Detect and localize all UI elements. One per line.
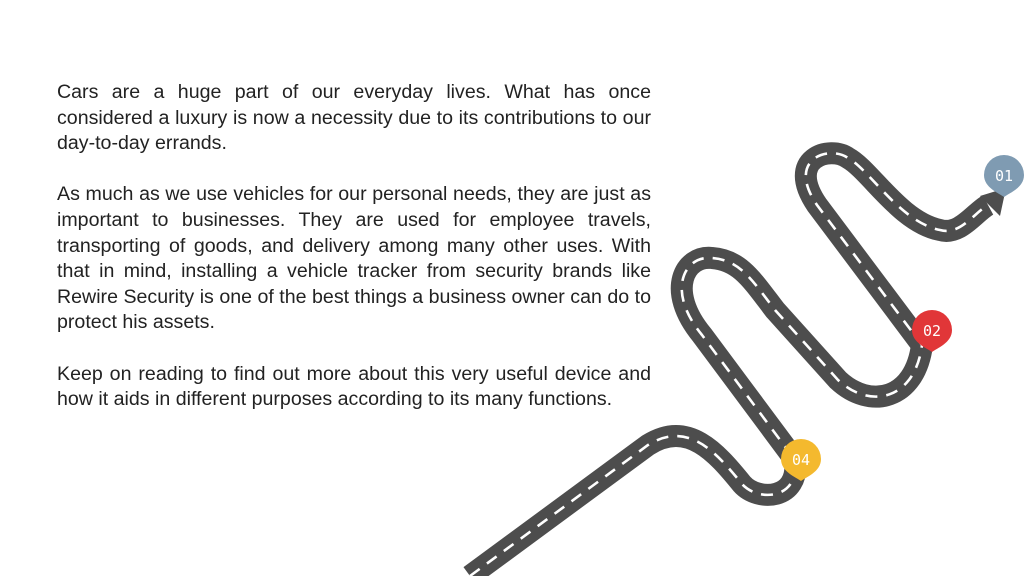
winding-road (470, 153, 988, 576)
marker-label: 04 (791, 451, 811, 469)
paragraph-intro: Cars are a huge part of our everyday lives. What has once considered a luxury is now a necessity due to its contributions to our day-to-day errands. (57, 81, 651, 155)
marker-label: 01 (994, 167, 1014, 185)
paragraph-keep-reading: Keep on reading to find out more about this very useful device and how it aids in different purposes according to its many functions. (57, 362, 651, 411)
marker-label: 02 (922, 322, 942, 340)
marker-01 (984, 155, 1024, 197)
paragraph-businesses: As much as we use vehicles for our personal needs, they are just as important to businesses. They are used for employee travels, transporting of goods, and delivery among many other uses. With that in mind, installing a vehicle tracker from security brands like Rewire Security is one of the best things a business owner can do to protect his assets. (57, 183, 651, 334)
